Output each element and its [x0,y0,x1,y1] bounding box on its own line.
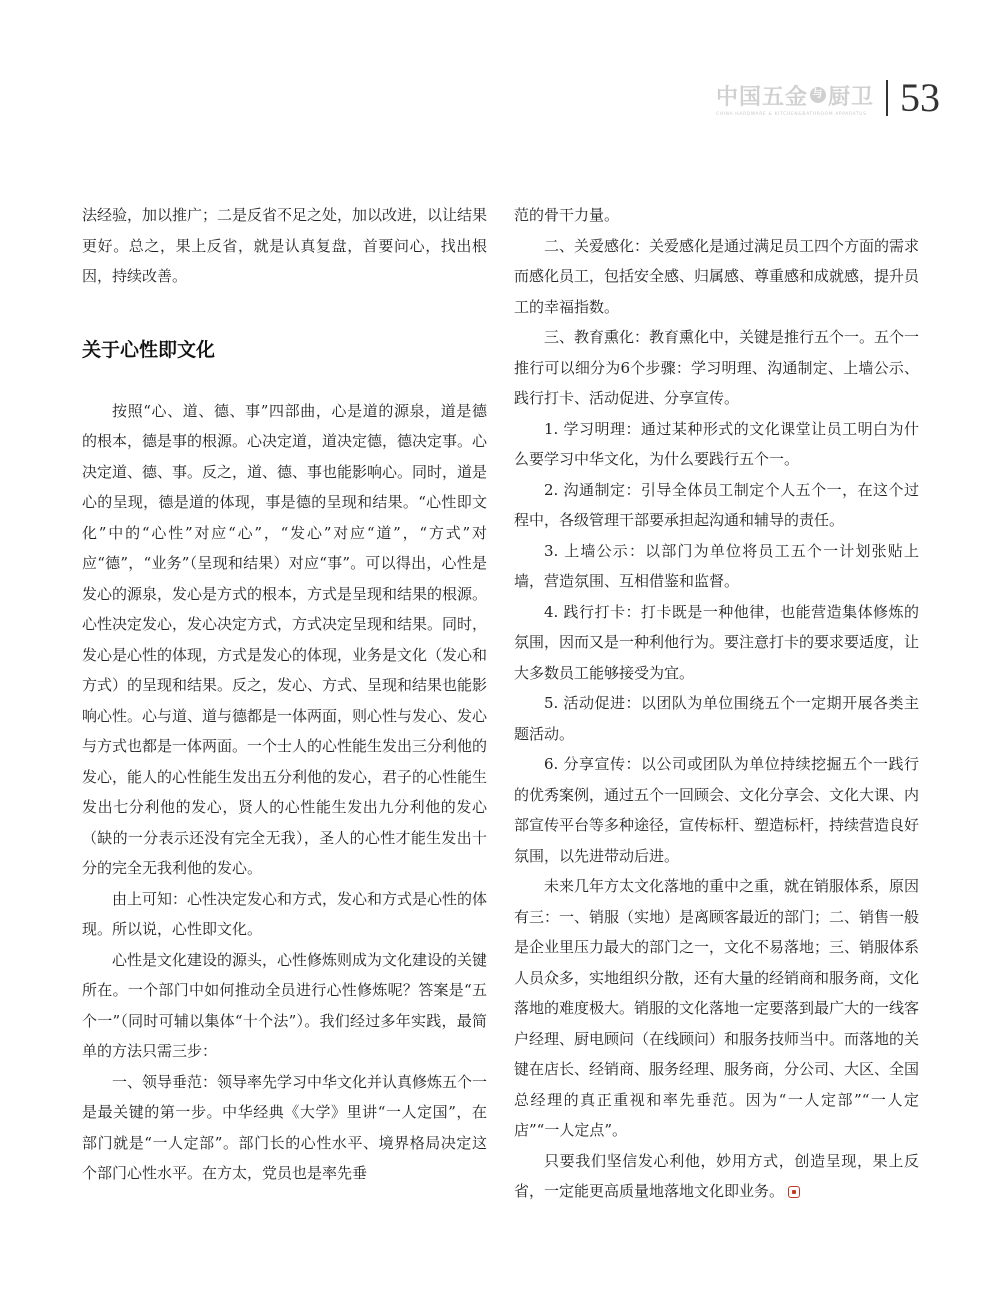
paragraph: 3. 上墙公示：以部门为单位将员工五个一计划张贴上墙，营造氛围、互相借鉴和监督。 [514,541,919,590]
logo-text-1: 中国五金 [715,84,808,110]
paragraph: 6. 分享宣传：以公司或团队为单位持续挖掘五个一践行的优秀案例，通过五个一回顾会、文化分享会、文化大课、内部宣传平台等多种途径，宣传标杆、塑造标杆，持续营造良好氛围，以先进带动后进。 [514,755,920,865]
right-column [514,200,919,1207]
logo-subtitle: CHINA HARDWARE & KITCHEN&BATHROOM APPARATUS [715,111,867,117]
magazine-logo [716,80,874,117]
paragraph: 未来几年方太文化落地的重中之重，就在销服体系，原因有三：一、销服（实地）是离顾客最近的部门；二、销售一般是企业里压力最大的部门之一，文化不易落地；三、销服体系人员众多，实地组织分散，还有大量的经销商和服务商，文化落地的难度极大。销服的文化落地一定要落到最广大的一线客户经理、厨电顾问（在线顾问）和服务技师当中。而落地的关键在店长、经销商、服务经理、服务商，分公司、大区、全国总经理的真正重视和率先垂范。因为“一人定部”“一人定店”“一人定点”。 [514,877,920,1139]
paragraph: 二、关爱感化：关爱感化是通过满足员工四个方面的需求而感化员工，包括安全感、归属感、尊重感和成就感，提升员工的幸福指数。 [514,236,920,316]
paragraph: 一、领导垂范：领导率先学习中华文化并认真修炼五个一是最关键的第一步。中华经典《大学》里讲“一人定国”，在部门就是“一人定部”。部门长的心性水平、境界格局决定这个部门心性水平。在方太，党员也是率先垂 [82,1072,488,1182]
logo-amp: 与 [810,87,826,103]
final-paragraph-text: 只要我们坚信发心利他，妙用方式，创造呈现，果上反省，一定能更高质量地落地文化即业务。 [514,1151,919,1200]
paragraph: 5. 活动促进：以团队为单位围绕五个一定期开展各类主题活动。 [514,694,919,743]
logo-text-2: 厨卫 [827,84,874,110]
paragraph: 三、教育熏化：教育熏化中，关键是推行五个一。五个一推行可以细分为6个步骤：学习明理、沟通制定、上墙公示、践行打卡、活动促进、分享宣传。 [514,328,920,407]
paragraph: 2. 沟通制定：引导全体员工制定个人五个一，在这个过程中，各级管理干部要承担起沟通和辅导的责任。 [514,480,919,529]
section-heading: 关于心性即文化 [82,338,216,361]
final-paragraph [514,1146,919,1207]
left-column [82,200,487,1189]
page-header [716,76,940,120]
paragraph: 4. 践行打卡：打卡既是一种他律，也能营造集体修炼的氛围，因而又是一种利他行为。要注意打卡的要求要适度，让大多数员工能够接受为宜。 [514,602,920,682]
paragraph: 1. 学习明理：通过某种形式的文化课堂让员工明白为什么要学习中华文化，为什么要践行五个一。 [514,419,919,468]
end-mark-icon [788,1186,800,1198]
paragraph: 心性是文化建设的源头，心性修炼则成为文化建设的关键所在。一个部门中如何推动全员进行心性修炼呢？答案是“五个一”（同时可辅以集体“十个法”）。我们经过多年实践，最简单的方法只需三步： [82,950,488,1060]
paragraph: 由上可知：心性决定发心和方式，发心和方式是心性的体现。所以说，心性即文化。 [82,889,488,938]
paragraph: 法经验，加以推广；二是反省不足之处，加以改进，以让结果更好。总之，果上反省，就是认真复盘，首要问心，找出根因，持续改善。 [82,206,488,285]
paragraph: 按照“心、道、德、事”四部曲，心是道的源泉，道是德的根本，德是事的根源。心决定道，道决定德，德决定事。心决定道、德、事。反之，道、德、事也能影响心。同时，道是心的呈现，德是道的体现，事是德的呈现和结果。“心性即文化”中的“心性”对应“心”，“发心”对应“道”，“方式”对应“德”，“业务”（呈现和结果）对应“事”。可以得出，心性是发心的源泉，发心是方式的根本，方式是呈现和结果的根源。心性决定发心，发心决定方式，方式决定呈现和结果。同时，发心是心性的体现，方式是发心的体现，业务是文化（发心和方式）的呈现和结果。反之，发心、方式、呈现和结果也能影响心性。心与道、道与德都是一体两面，则心性与发心、发心与方式也都是一体两面。一个士人的心性能生发出三分利他的发心，能人的心性能生发出五分利他的发心，君子的心性能生发出七分利他的发心，贤人的心性能生发出九分利他的发心（缺的一分表示还没有完全无我），圣人的心性才能生发出十分的完全无我利他的发心。 [82,401,488,877]
paragraph: 范的骨干力量。 [514,206,620,224]
header-divider [886,80,888,116]
page-number: 53 [900,75,940,120]
